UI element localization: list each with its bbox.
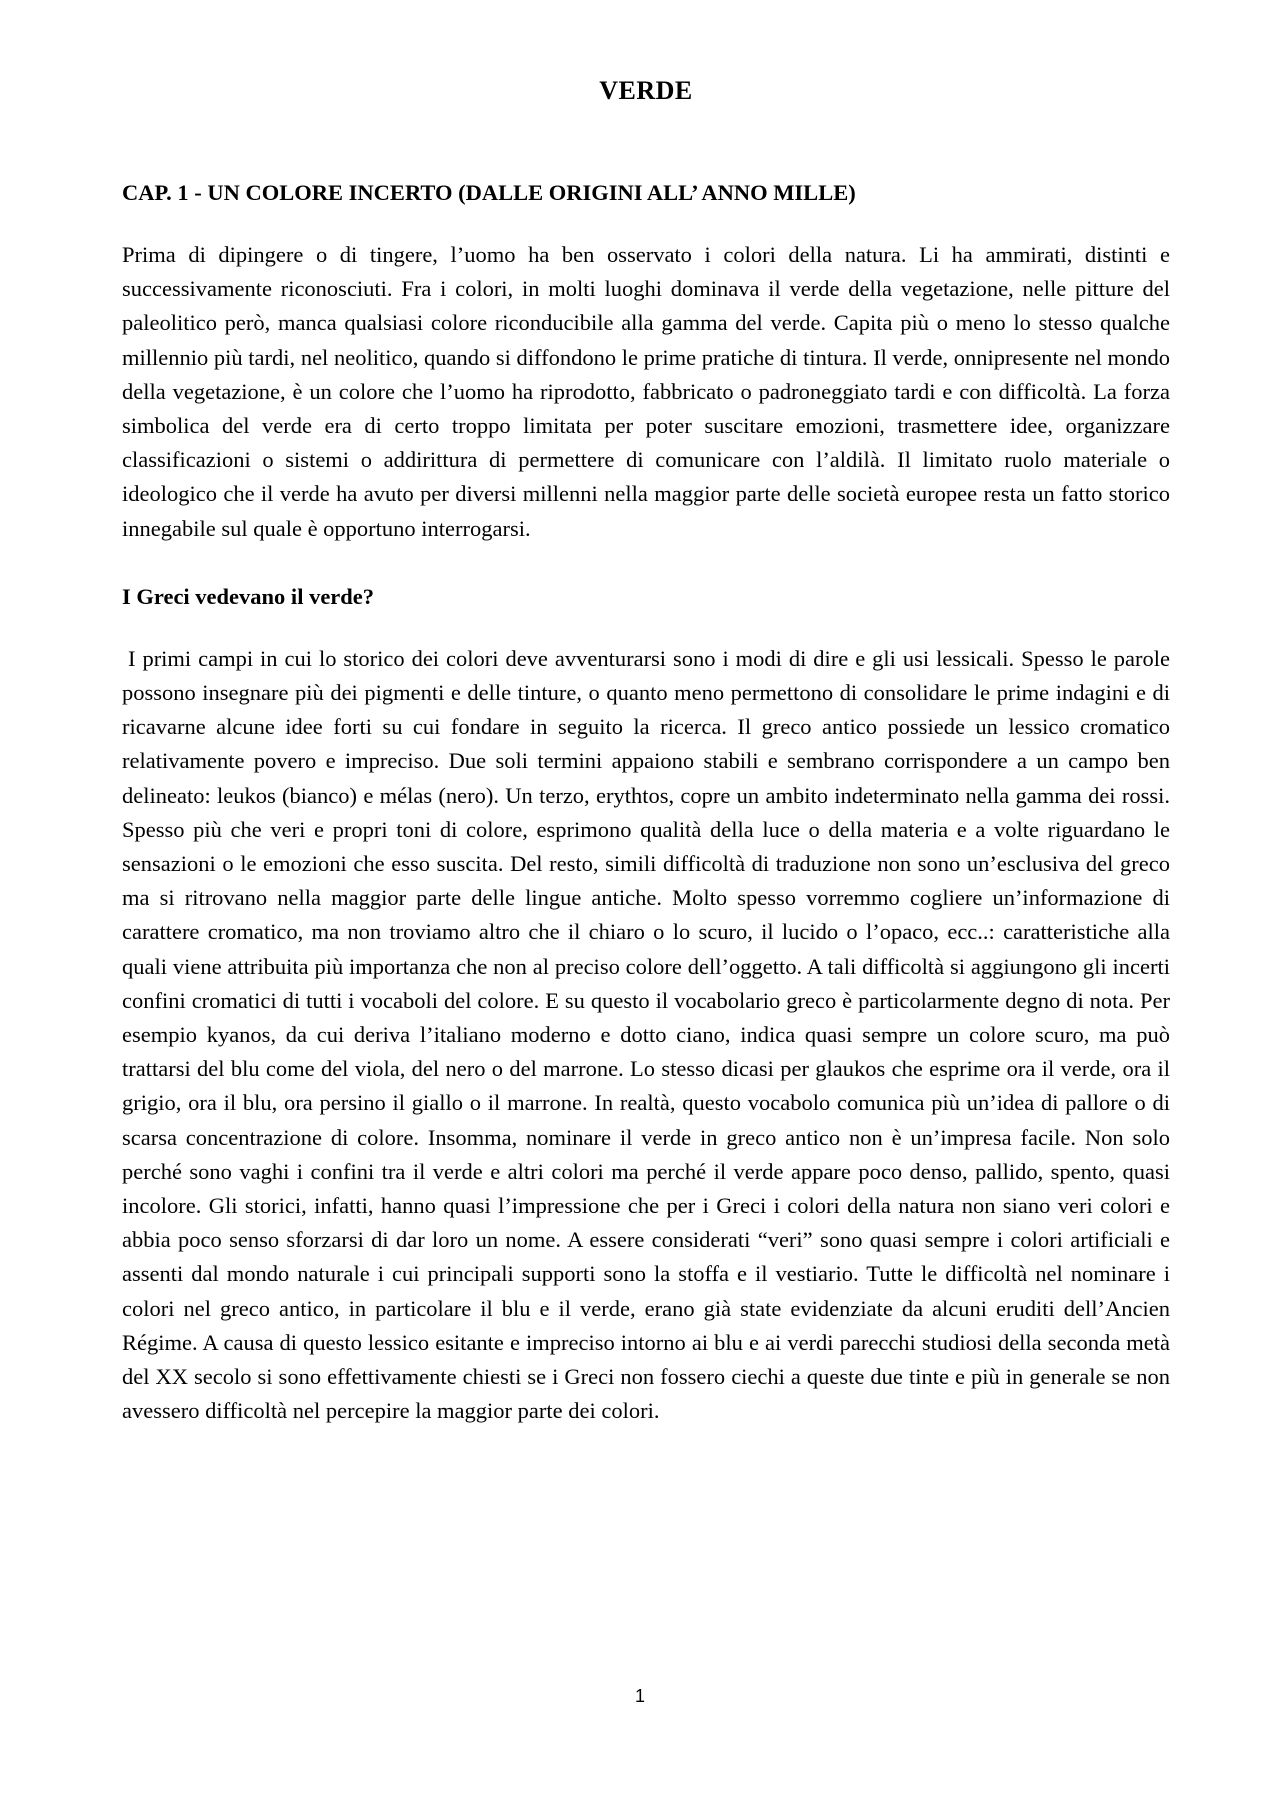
- page-content: [122, 74, 1170, 1429]
- chapter-heading: CAP. 1 - UN COLORE INCERTO (DALLE ORIGINI ALL’ ANNO MILLE): [122, 180, 856, 205]
- section-heading: I Greci vedevano il verde?: [122, 583, 375, 609]
- paragraph-intro: Prima di dipingere o di tingere, l’uomo ha ben osservato i colori della natura. Li ha ammirati, distinti e successivamente riconosciuti. Fra i colori, in molti luoghi dominava il verde della vegetazione, nelle pitture del paleolitico però, manca qualsiasi colore riconducibile alla gamma del verde. Capita più o meno lo stesso qualche millennio più tardi, nel neolitico, quando si diffondono le prime pratiche di tintura. Il verde, onnipresente nel mondo della vegetazione, è un colore che l’uomo ha riprodotto, fabbricato o padroneggiato tardi e con difficoltà. La forza simbolica del verde era di certo troppo limitata per poter suscitare emozioni, trasmettere idee, organizzare classificazioni o sistemi o addirittura di permettere di comunicare con l’aldilà. Il limitato ruolo materiale o ideologico che il verde ha avuto per diversi millenni nella maggior parte delle società europee resta un fatto storico innegabile sul quale è opportuno interrogarsi.: [122, 242, 1170, 541]
- document-title: VERDE: [599, 76, 693, 105]
- page-number: 1: [634, 1686, 645, 1706]
- paragraph-greek-lexicon: I primi campi in cui lo storico dei colori deve avventurarsi sono i modi di dire e gli usi lessicali. Spesso le parole possono insegnare più dei pigmenti e delle tinture, o quanto meno permettono di consolidare le prime indagini e di ricavarne alcune idee forti su cui fondare in seguito la ricerca. Il greco antico possiede un lessico cromatico relativamente povero e impreciso. Due soli termini appaiono stabili e sembrano corrispondere a un campo ben delineato: leukos (bianco) e mélas (nero). Un terzo, erythtos, copre un ambito indeterminato nella gamma dei rossi. Spesso più che veri e propri toni di colore, esprimono qualità della luce o della materia e a volte riguardano le sensazioni o le emozioni che esso suscita. Del resto, simili difficoltà di traduzione non sono un’esclusiva del greco ma si ritrovano nella maggior parte delle lingue antiche. Molto spesso vorremmo cogliere un’informazione di carattere cromatico, ma non troviamo altro che il chiaro o lo scuro, il lucido o l’opaco, ecc..: caratteristiche alla quali viene attribuita più importanza che non al preciso colore dell’oggetto. A tali difficoltà si aggiungono gli incerti confini cromatici di tutti i vocaboli del colore. E su questo il vocabolario greco è particolarmente degno di nota. Per esempio kyanos, da cui deriva l’italiano moderno e dotto ciano, indica quasi sempre un colore scuro, ma può trattarsi del blu come del viola, del nero o del marrone. Lo stesso dicasi per glaukos che esprime ora il verde, ora il grigio, ora il blu, ora persino il giallo o il marrone. In realtà, questo vocabolo comunica più un’idea di pallore o di scarsa concentrazione di colore. Insomma, nominare il verde in greco antico non è un’impresa facile. Non solo perché sono vaghi i confini tra il verde e altri colori ma perché il verde appare poco denso, pallido, spento, quasi incolore. Gli storici, infatti, hanno quasi l’impressione che per i Greci i colori della natura non siano veri colori e abbia poco senso sforzarsi di dar loro un nome. A essere considerati “veri” sono quasi sempre i colori artificiali e assenti dal mondo naturale i cui principali supporti sono la stoffa e il vestiario. Tutte le difficoltà nel nominare i colori nel greco antico, in particolare il blu e il verde, erano già state evidenziate da alcuni eruditi dell’Ancien Régime. A causa di questo lessico esitante e impreciso intorno ai blu e ai verdi parecchi studiosi della seconda metà del XX secolo si sono effettivamente chiesti se i Greci non fossero ciechi a queste due tinte e più in generale se non avessero difficoltà nel percepire la maggior parte dei colori.: [122, 645, 1170, 1424]
